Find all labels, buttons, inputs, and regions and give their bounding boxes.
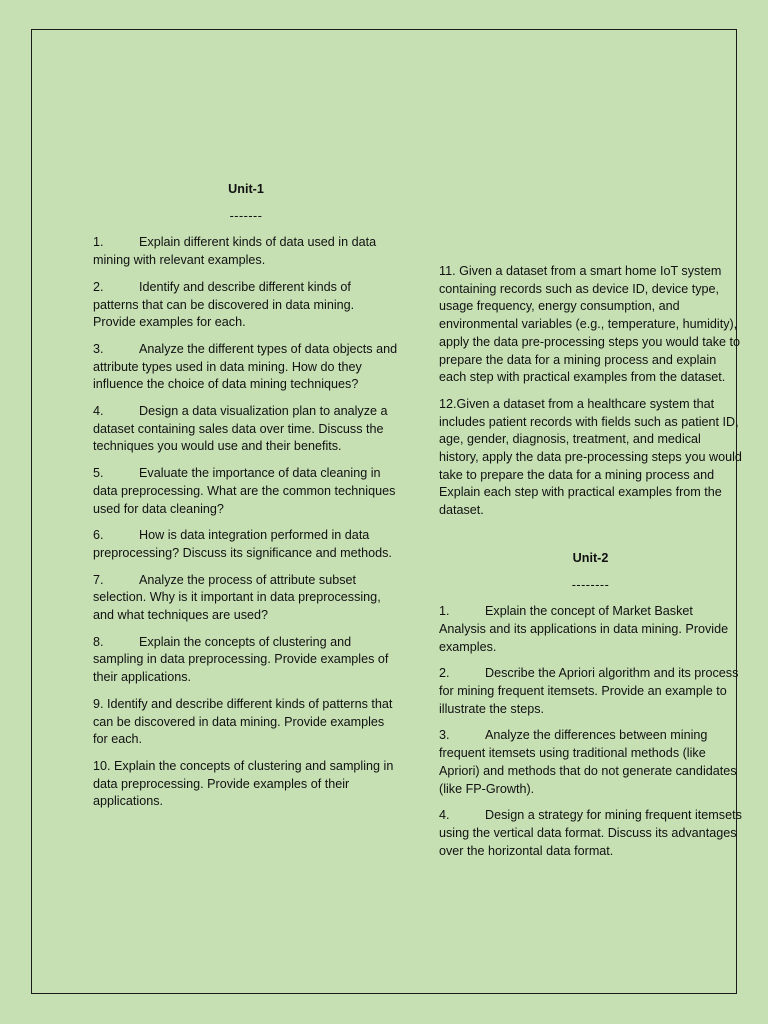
unit-2-separator: -------- xyxy=(571,577,610,592)
unit-2-question-4: 4. Design a strategy for mining frequent itemsets using the vertical data format. Discuss its advantages over the horizontal data format. xyxy=(439,808,742,858)
unit-1-question-2: 2. Identify and describe different kinds of patterns that can be discovered in data mining. Provide examples for each. xyxy=(93,279,355,330)
unit-2-heading: Unit-2 xyxy=(572,550,609,565)
unit-2-question-3: 3. Analyze the differences between mining frequent itemsets using traditional methods (like Apriori) and methods that do not generate candidates (like FP-Growth). xyxy=(439,728,737,796)
unit-1-question-11: 11. Given a dataset from a smart home IoT system containing records such as device ID, device type, usage frequency, energy consumption, and environmental variables (e.g., temperature, humidity), apply the data pre-processing steps you would take to prepare the data for a mining process and explain each step with practical examples from the dataset. xyxy=(439,264,741,385)
unit-1-question-4: 4. Design a data visualization plan to analyze a dataset containing sales data over time. Discuss the techniques you would use and their benefits. xyxy=(93,404,388,454)
unit-2-question-2: 2. Describe the Apriori algorithm and its process for mining frequent itemsets. Provide an example to illustrate the steps. xyxy=(439,666,739,716)
unit-1-question-1: 1. Explain different kinds of data used in data mining with relevant examples. xyxy=(93,235,377,268)
unit-1-heading: Unit-1 xyxy=(228,182,264,196)
unit-1-question-3: 3. Analyze the different types of data objects and attribute types used in data mining. How do they influence the choice of data mining techniques? xyxy=(93,341,398,392)
unit-1-question-8: 8. Explain the concepts of clustering and sampling in data preprocessing. Provide examples of their applications. xyxy=(93,634,389,685)
unit-2-section xyxy=(439,550,742,861)
unit-1-question-9: 9. Identify and describe different kinds of patterns that can be discovered in data mining. Provide examples for each. xyxy=(93,696,393,747)
unit-1-question-5: 5. Evaluate the importance of data cleaning in data preprocessing. What are the common techniques used for data cleaning? xyxy=(93,466,396,516)
unit-1-question-12: 12.Given a dataset from a healthcare system that includes patient records with fields such as patient ID, age, gender, diagnosis, treatment, and medical history, apply the data pre-processing steps you would take to prepare the data for a mining process and Explain each step with practical examples from the dataset. xyxy=(439,396,742,518)
right-column xyxy=(439,263,742,869)
unit-1-question-7: 7. Analyze the process of attribute subset selection. Why is it important in data preprocessing, and what techniques are used? xyxy=(93,572,381,623)
unit-1-separator: ------- xyxy=(229,208,263,223)
unit-1-question-10: 10. Explain the concepts of clustering and sampling in data preprocessing. Provide examples of their applications. xyxy=(93,758,394,809)
unit-1-question-6: 6. How is data integration performed in data preprocessing? Discuss its significance and methods. xyxy=(93,528,392,560)
unit-2-question-1: 1. Explain the concept of Market Basket Analysis and its applications in data mining. Provide examples. xyxy=(439,604,729,654)
left-column xyxy=(93,181,399,820)
